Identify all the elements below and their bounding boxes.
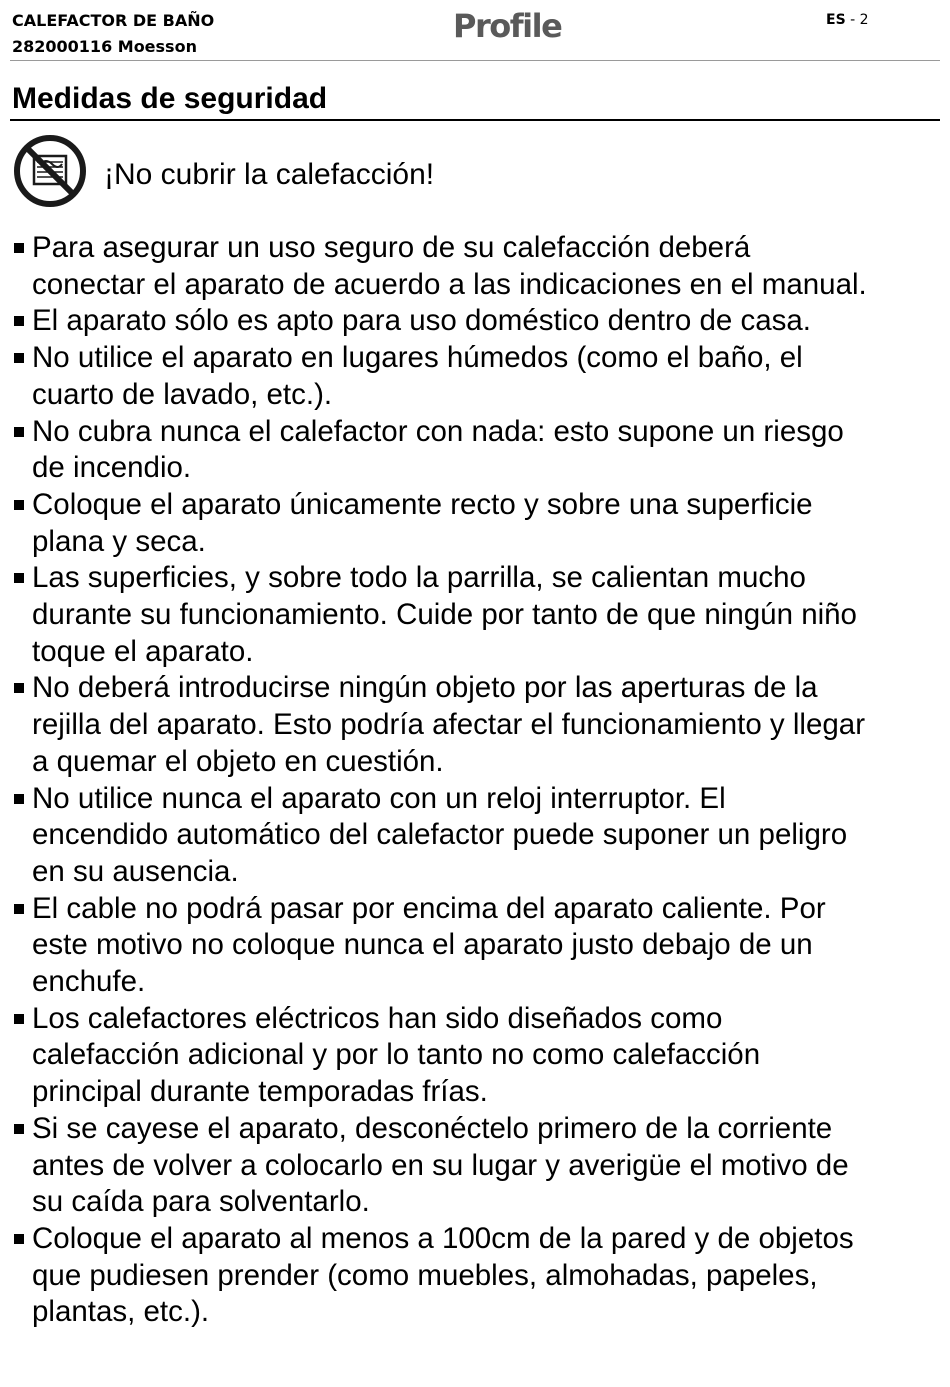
list-item [14, 414, 944, 487]
rule-text: Coloque el aparato al menos a 100cm de la pared y de objetos que pudiesen prender (como muebles, almohadas, papeles, plantas, etc.). [32, 1221, 854, 1329]
list-item [14, 560, 944, 670]
rule-text: No cubra nunca el calefactor con nada: esto supone un riesgo de incendio. [32, 414, 844, 485]
bullet-icon [14, 1014, 24, 1024]
list-item [14, 1111, 944, 1221]
safety-rules-list [14, 230, 944, 1331]
rule-text: El cable no podrá pasar por encima del aparato caliente. Por este motivo no coloque nunca el aparato justo debajo de un enchufe. [32, 891, 826, 999]
header-divider [10, 60, 940, 61]
rule-text: Si se cayese el aparato, desconéctelo primero de la corriente antes de volver a colocarlo en su lugar y averigüe el motivo de su caída para solventarlo. [32, 1111, 849, 1219]
page-header [0, 0, 950, 60]
rule-text: No utilice el aparato en lugares húmedos (como el baño, el cuarto de lavado, etc.). [32, 341, 803, 411]
rule-text: Para asegurar un uso seguro de su calefacción deberá conectar el aparato de acuerdo a las indicaciones en el manual. [32, 231, 867, 301]
product-info [12, 8, 214, 60]
rule-text: No deberá introducirse ningún objeto por las aperturas de la rejilla del aparato. Esto podría afectar el funcionamiento y llegar a quemar el objeto en cuestión. [32, 671, 866, 778]
page-language: ES [826, 12, 846, 28]
list-item [14, 1001, 944, 1111]
bullet-icon [14, 794, 24, 804]
bullet-icon [14, 243, 24, 253]
rule-text: El aparato sólo es apto para uso doméstico dentro de casa. [32, 304, 811, 338]
list-item [14, 670, 944, 780]
bullet-icon [14, 1124, 24, 1134]
bullet-icon [14, 573, 24, 583]
rule-text: Los calefactores eléctricos han sido diseñados como calefacción adicional y por lo tanto no como calefacción principal durante temporadas frías. [32, 1001, 761, 1109]
list-item [14, 303, 944, 340]
section-title: Medidas de seguridad [12, 82, 328, 115]
page-separator: - [845, 12, 860, 28]
rule-text: No utilice nunca el aparato con un reloj interruptor. El encendido automático del calefactor puede suponer un peligro en su ausencia. [32, 781, 848, 888]
bullet-icon [14, 427, 24, 437]
title-divider [10, 119, 940, 121]
bullet-icon [14, 904, 24, 914]
list-item [14, 891, 944, 1001]
bullet-icon [14, 500, 24, 510]
rule-text: Las superficies, y sobre todo la parrilla, se calientan mucho durante su funcionamiento. Cuide por tanto de que ningún niño toque el aparato. [32, 561, 857, 668]
no-cover-icon [13, 134, 87, 208]
page-index: 2 [859, 12, 869, 28]
warning-text: ¡No cubrir la calefacción! [104, 158, 435, 191]
list-item [14, 230, 944, 303]
list-item [14, 781, 944, 891]
page-number [826, 9, 869, 31]
bullet-icon [14, 1234, 24, 1244]
bullet-icon [14, 316, 24, 326]
product-name: CALEFACTOR DE BAÑO [12, 11, 215, 30]
product-model: 282000116 Moesson [12, 37, 197, 56]
list-item [14, 487, 944, 560]
rule-text: Coloque el aparato únicamente recto y sobre una superficie plana y seca. [32, 487, 813, 558]
bullet-icon [14, 353, 24, 363]
brand-logo: Profile [453, 7, 562, 45]
list-item [14, 1221, 944, 1331]
list-item [14, 340, 944, 413]
bullet-icon [14, 683, 24, 693]
